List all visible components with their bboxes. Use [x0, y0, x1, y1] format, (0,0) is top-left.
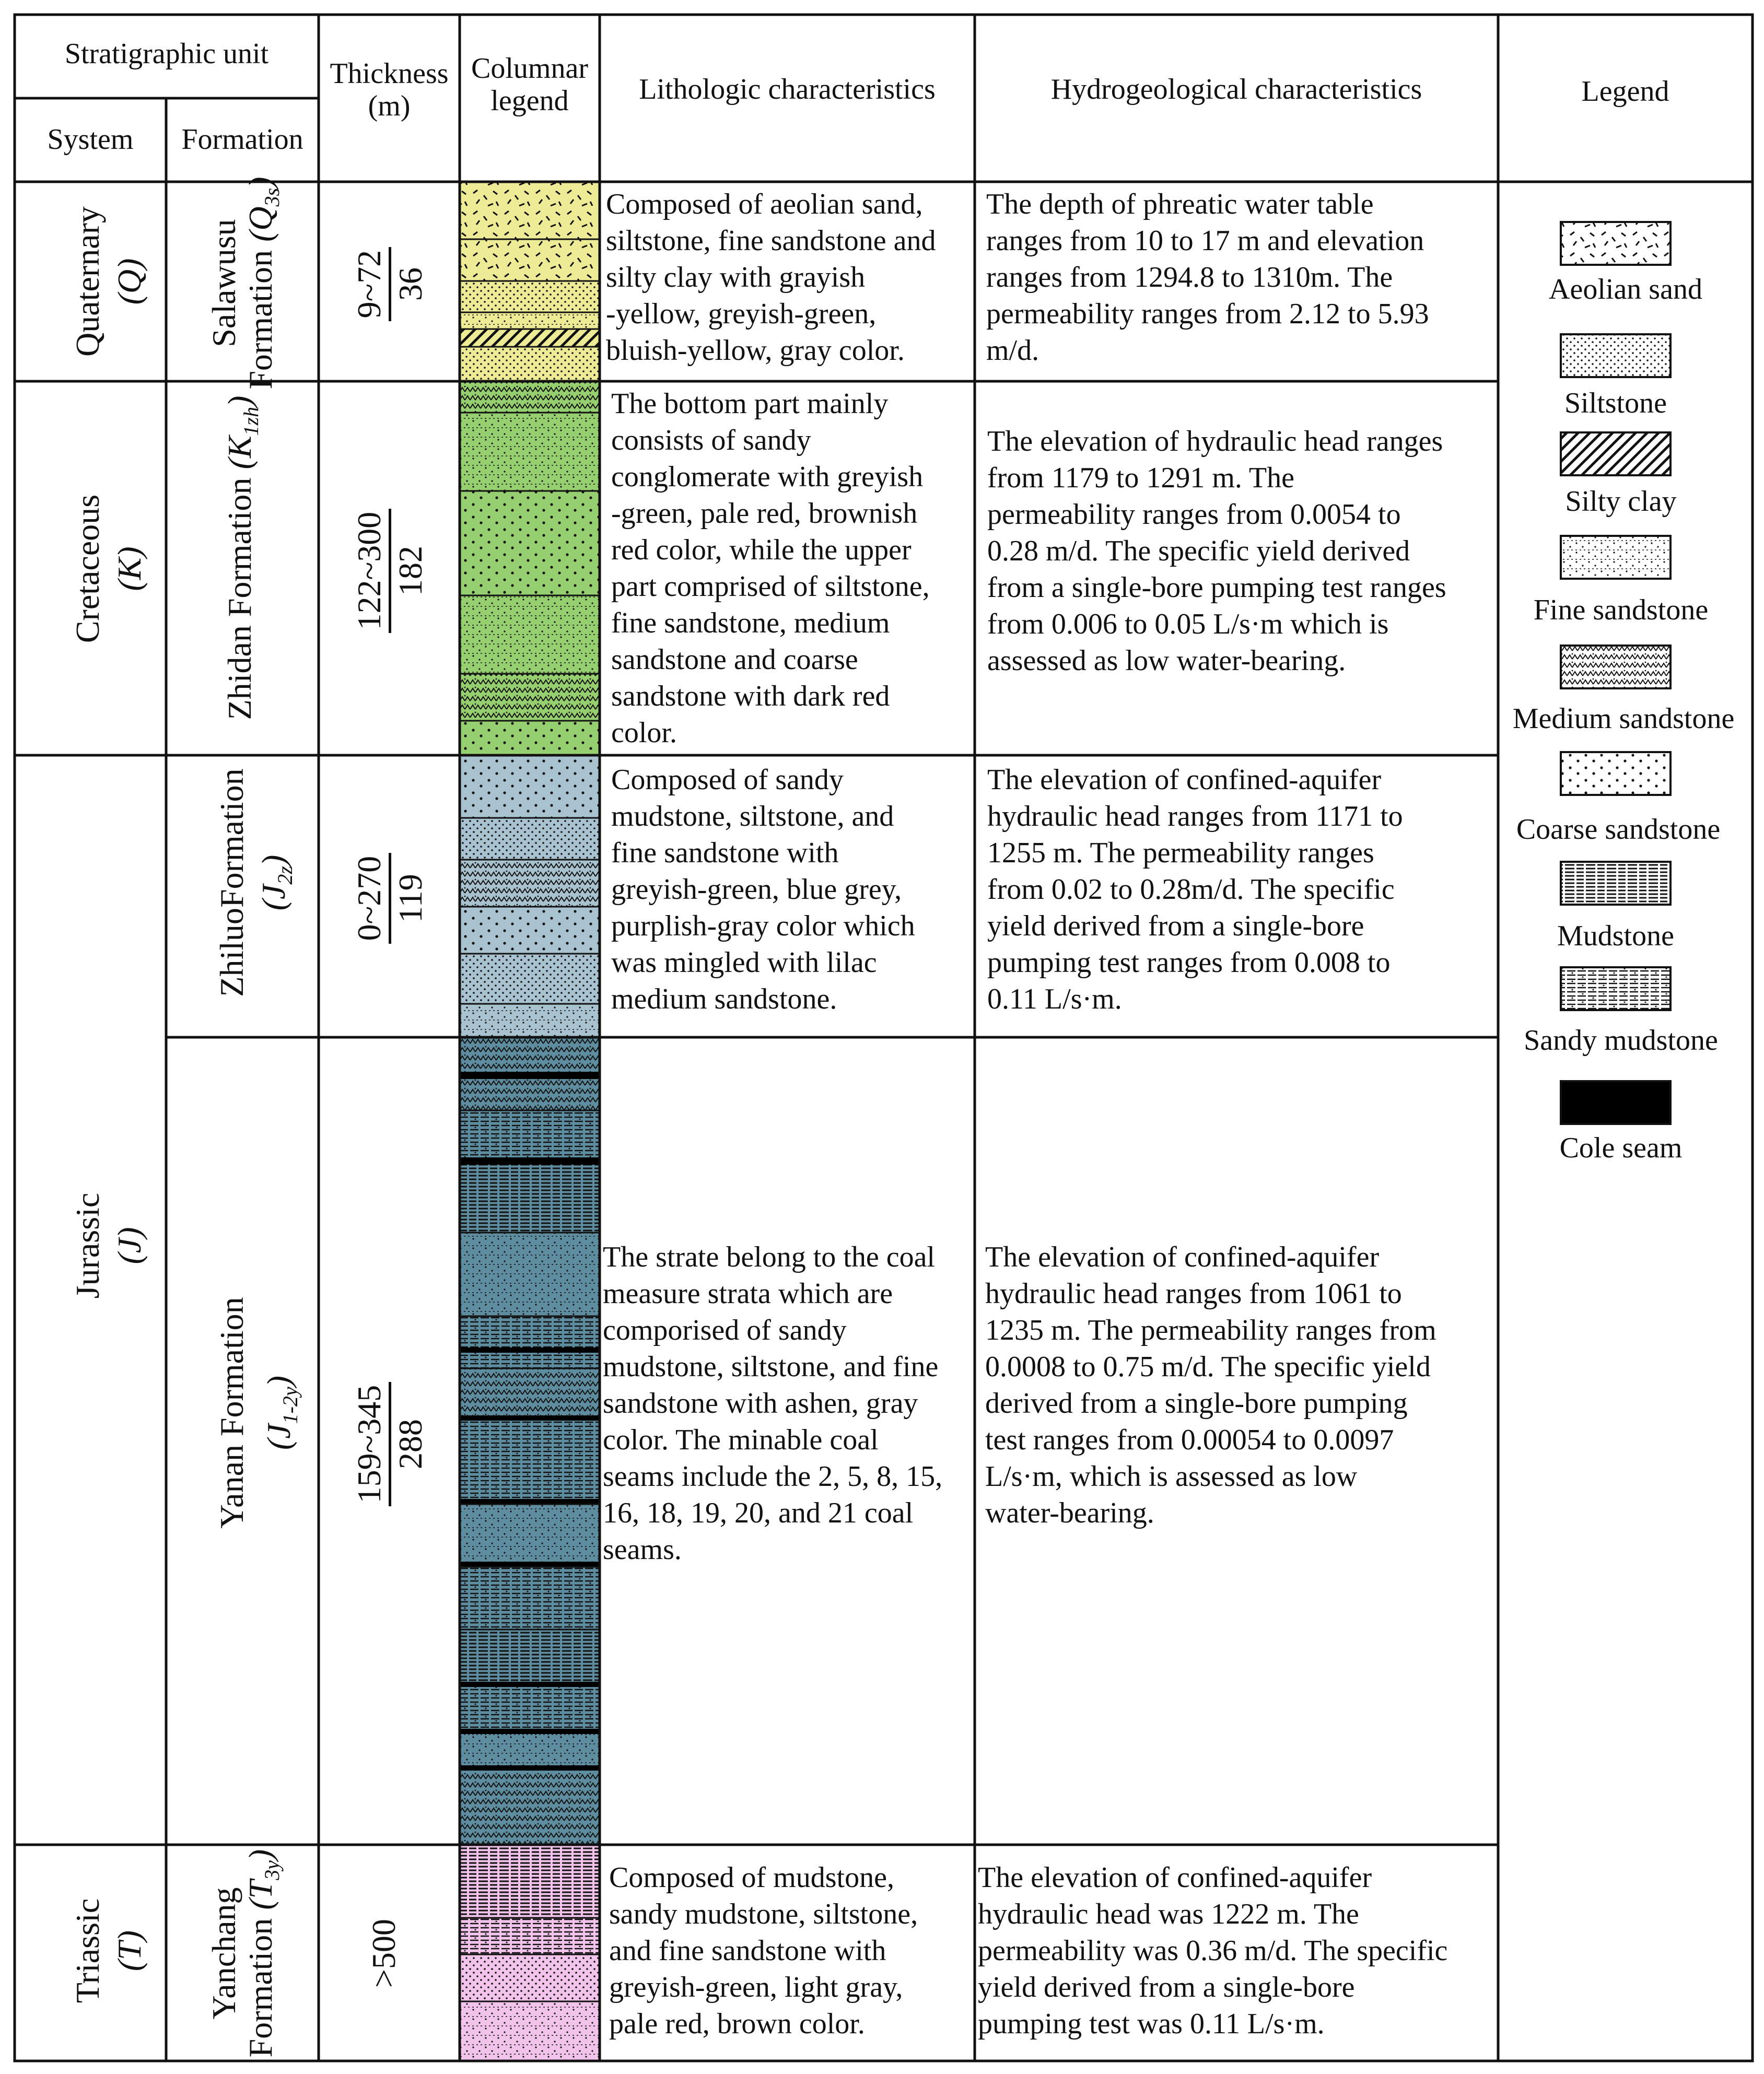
legend-label-medium: Medium sandstone — [1512, 702, 1735, 735]
thickness-yanchang: >500 — [365, 1918, 402, 1988]
formation-zhidan: Zhidan Formation $(K_{1zh})$ — [221, 395, 263, 720]
system-triassic: Triassic (T) — [69, 1898, 148, 2003]
lithologic-yanchang: Composed of mudstone, sandy mudstone, siltstone, and fine sandstone with greyish-green, light gray, pale red, brown color. — [609, 1861, 918, 2040]
header-hydrogeological: Hydrogeological characteristics — [1050, 73, 1422, 106]
header-system: System — [47, 123, 134, 156]
legend-coal-swatch — [1561, 1081, 1670, 1124]
system-cretaceous: Cretaceous (K) — [69, 494, 148, 643]
legend-label-siltyclay: Silty clay — [1565, 485, 1677, 518]
lithologic-zhiluo: Composed of sandy mudstone, siltstone, and fine sandstone with greyish-green, blue grey, purplish-gray color which was mingled with lilac medium sandstone. — [611, 764, 915, 1015]
legend-medium-swatch — [1561, 646, 1670, 688]
legend-sandymud-swatch — [1561, 967, 1670, 1010]
legend-mudstone-swatch — [1561, 862, 1670, 905]
hydro-yanan: The elevation of confined-aquifer hydraulic head ranges from 1061 to 1235 m. The permeability ranges from 0.0008 to 0.75 m/d. The specific yield derived from a single-bore pumping test ranges from 0.00054 to 0.0097 L/s·m, which is assessed as low water-bearing. — [985, 1241, 1436, 1529]
header-columnar-legend: Columnar legend — [471, 52, 588, 117]
hydro-salawusu: The depth of phreatic water table ranges from 10 to 17 m and elevation ranges from 1294.8 to 1310m. The permeability ranges from 2.12 to 5.93 m/d. — [986, 188, 1429, 367]
lithologic-yanan: The strate belong to the coal measure strata which are comporised of sandy mudstone, siltstone, and fine sandstone with ashen, gray color. The minable coal seams include the 2, 5, 8, 15, 16, 18, 19, 20, and 21 coal seams. — [603, 1241, 943, 1566]
legend-label-mudstone: Mudstone — [1557, 920, 1674, 952]
header-legend: Legend — [1581, 75, 1669, 108]
system-jurassic: Jurassic (J) — [69, 1192, 148, 1299]
legend-label-aeolian: Aeolian sand — [1549, 273, 1702, 306]
legend-label-siltstone: Siltstone — [1564, 387, 1667, 419]
legend-label-coarse: Coarse sandstone — [1516, 813, 1721, 846]
hydro-zhiluo: The elevation of confined-aquifer hydraulic head ranges from 1171 to 1255 m. The permeability ranges from 0.02 to 0.28m/d. The specific yield derived from a single-bore pumping test ranges from 0.008 to 0.11 L/s·m. — [987, 764, 1403, 1015]
formation-yanchang: Yanchang Formation $(T_{3y})$ — [205, 1849, 284, 2058]
legend-siltstone-swatch — [1561, 334, 1670, 377]
hydro-zhidan: The elevation of hydraulic head ranges from 1179 to 1291 m. The permeability ranges from 0.0054 to 0.28 m/d. The specific yield derived from a single-bore pumping test ranges from 0.006 to 0.05 L/s·m which is assessed as low water-bearing. — [987, 425, 1446, 677]
legend-siltyclay-swatch — [1561, 432, 1670, 475]
thickness-zhidan: 122~300 182 — [350, 466, 428, 675]
header-lithologic: Lithologic characteristics — [639, 73, 936, 106]
system-quaternary: Quaternary (Q) — [69, 206, 148, 357]
legend-label-fine: Fine sandstone — [1533, 594, 1709, 626]
legend-label-coal: Cole seam — [1559, 1132, 1683, 1164]
lithologic-zhidan: The bottom part mainly consists of sandy conglomerate with greyish -green, pale red, brownish red color, while the upper part comprised of siltstone, fine sandstone, medium sandstone and coarse sandstone with dark red color. — [611, 388, 930, 749]
hydro-yanchang: The elevation of confined-aquifer hydraulic head was 1222 m. The permeability was 0.36 m/d. The specific yield derived from a single-bore pumping test was 0.11 L/s·m. — [978, 1861, 1448, 2040]
formation-zhiluo: ZhiluoFormation $(J_{2z})$ — [213, 768, 297, 997]
legend-coarse-swatch — [1561, 752, 1670, 795]
header-thickness: Thickness (m) — [330, 57, 449, 122]
header-stratigraphic-unit: Stratigraphic unit — [64, 38, 269, 70]
formation-salawusu: Salawusu Formation $(Q_{3s})$ — [205, 177, 284, 390]
legend-aeolian-swatch — [1561, 222, 1670, 265]
legend-label-sandymud: Sandy mudstone — [1524, 1024, 1718, 1057]
thickness-salawusu: 9~72 36 — [350, 206, 428, 362]
thickness-zhiluo: 0~270 119 — [350, 807, 428, 990]
thickness-yanan: 159~345 288 — [350, 1340, 428, 1549]
lithologic-salawusu: Composed of aeolian sand, siltstone, fine sandstone and silty clay with grayish -yellow, greyish-green, bluish-yellow, gray color. — [606, 188, 936, 367]
header-formation: Formation — [181, 123, 303, 156]
formation-yanan: Yanan Formation $(J_{1-2y})$ — [213, 1297, 302, 1529]
legend-fine-swatch — [1561, 536, 1670, 579]
